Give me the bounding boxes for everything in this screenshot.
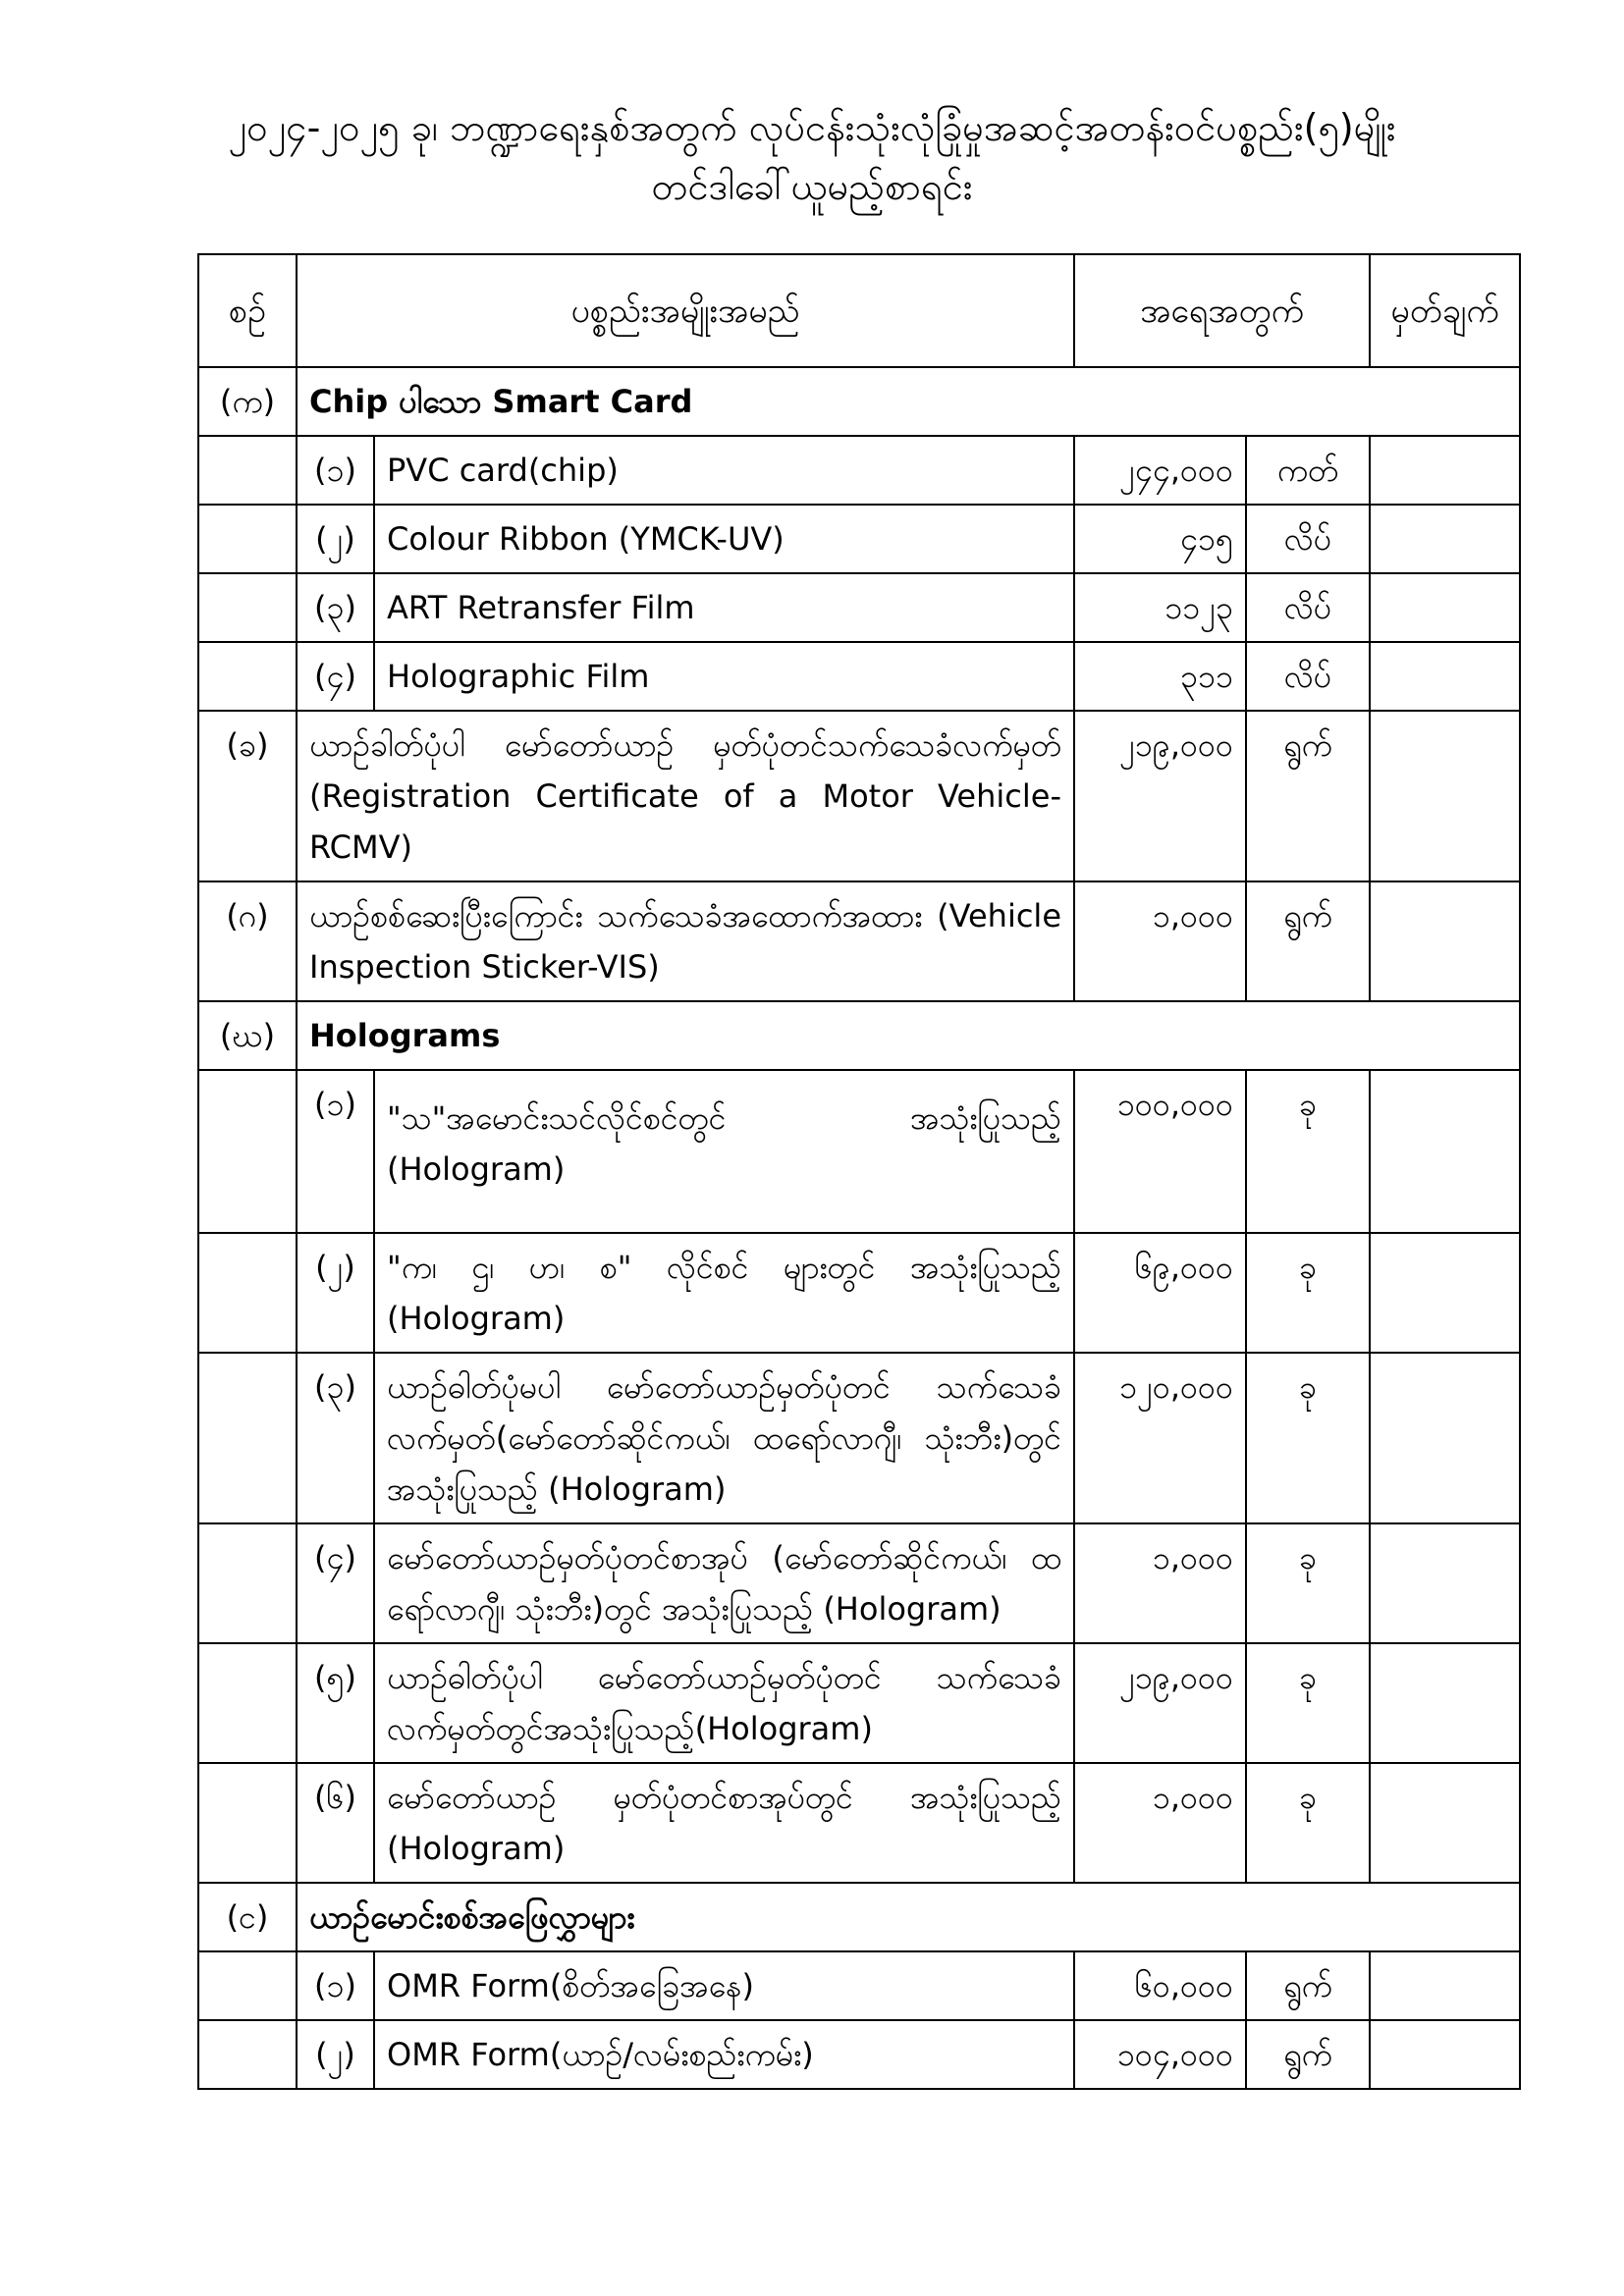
item-desc: မော်တော်ယာဉ် မှတ်ပုံတင်စာအုပ်တွင် အသုံးပြုသည့် (Hologram): [374, 1763, 1074, 1883]
item-qty: ၁၂၀,၀၀၀: [1074, 1353, 1246, 1523]
item-qty: ၁,၀၀၀: [1074, 1523, 1246, 1643]
table-row: [198, 505, 1520, 573]
item-remark: [1370, 1523, 1520, 1643]
sub-code: (၄): [297, 642, 374, 711]
section-row: [198, 1883, 1520, 1951]
title-line-2: တင်ဒါခေါ်ယူမည့်စာရင်း: [651, 165, 973, 208]
item-remark: [1370, 881, 1520, 1001]
section-code: (င): [198, 1883, 297, 1951]
item-remark: [1370, 1353, 1520, 1523]
item-desc: မော်တော်ယာဉ်မှတ်ပုံတင်စာအုပ် (မော်တော်ဆိုင်ကယ်၊ ထရော်လာဂျီ၊ သုံးဘီး)တွင် အသုံးပြုသည့် (Hologram): [374, 1523, 1074, 1643]
item-desc: OMR Form(ယာဉ်/လမ်းစည်းကမ်း): [374, 2020, 1074, 2089]
item-qty: ၂၄၄,၀၀၀: [1074, 436, 1246, 505]
sub-code: (၁): [297, 1070, 374, 1233]
sub-code: (၂): [297, 2020, 374, 2089]
item-qty: ၁,၀၀၀: [1074, 881, 1246, 1001]
item-qty: ၁၀၄,၀၀၀: [1074, 2020, 1246, 2089]
item-unit: ရွက်: [1246, 1951, 1370, 2020]
header-item: ပစ္စည်းအမျိုးအမည်: [297, 254, 1074, 367]
title-line-1: ၂၀၂၄-၂၀၂၅ ခု၊ ဘဏ္ဍာရေးနှစ်အတွက် လုပ်ငန်းသုံးလုံခြုံမှုအဆင့်အတန်းဝင်ပစ္စည်း(၅)မျိုး: [228, 106, 1396, 149]
table-row: [198, 1763, 1520, 1883]
item-desc-text: "သ"အမောင်းသင်လိုင်စင်တွင် အသုံးပြုသည့် (Hologram): [387, 1099, 1061, 1188]
document-title: [0, 98, 1624, 216]
item-qty: ၁,၀၀၀: [1074, 1763, 1246, 1883]
table-row: [198, 1233, 1520, 1353]
item-remark: [1370, 436, 1520, 505]
item-remark: [1370, 1951, 1520, 2020]
item-qty: ၁၀၀,၀၀၀: [1074, 1070, 1246, 1233]
item-remark: [1370, 1070, 1520, 1233]
header-no: စဉ်: [198, 254, 297, 367]
section-code: (ဃ): [198, 1001, 297, 1070]
sub-code: (၄): [297, 1523, 374, 1643]
table-row: [198, 1353, 1520, 1523]
item-desc: [374, 1070, 1074, 1233]
item-unit: ခု: [1246, 1233, 1370, 1353]
table-row: [198, 711, 1520, 881]
item-remark: [1370, 1233, 1520, 1353]
item-unit: ကတ်: [1246, 436, 1370, 505]
item-qty: ၆၀,၀၀၀: [1074, 1951, 1246, 2020]
item-qty: ၄၁၅: [1074, 505, 1246, 573]
section-code: (က): [198, 367, 297, 436]
table-row: [198, 2020, 1520, 2089]
section-name: Holograms: [297, 1001, 1520, 1070]
table-row: [198, 881, 1520, 1001]
item-remark: [1370, 711, 1520, 881]
item-unit: ခု: [1246, 1070, 1370, 1233]
item-unit: လိပ်: [1246, 505, 1370, 573]
item-desc: ယာဉ်ဓါတ်ပုံပါ မော်တော်ယာဉ်မှတ်ပုံတင် သက်သေခံလက်မှတ်တွင်အသုံးပြုသည့်(Hologram): [374, 1643, 1074, 1763]
item-unit: ခု: [1246, 1763, 1370, 1883]
section-code: (ခ): [198, 711, 297, 881]
tender-items-table: [197, 253, 1521, 2090]
sub-code: (၂): [297, 505, 374, 573]
item-desc: PVC card(chip): [374, 436, 1074, 505]
sub-code: (၃): [297, 1353, 374, 1523]
sub-code: (၃): [297, 573, 374, 642]
item-remark: [1370, 2020, 1520, 2089]
item-unit: ခု: [1246, 1523, 1370, 1643]
item-remark: [1370, 505, 1520, 573]
item-qty: ၆၉,၀၀၀: [1074, 1233, 1246, 1353]
table-row: [198, 436, 1520, 505]
item-desc: Colour Ribbon (YMCK-UV): [374, 505, 1074, 573]
section-row: [198, 1001, 1520, 1070]
sub-code: (၁): [297, 436, 374, 505]
item-qty: ၃၁၁: [1074, 642, 1246, 711]
section-name: Chip ပါသော Smart Card: [297, 367, 1520, 436]
table-row: [198, 642, 1520, 711]
section-name: ယာဉ်မောင်းစစ်အဖြေလွှာများ: [297, 1883, 1520, 1951]
item-desc: ယာဉ်စစ်ဆေးပြီးကြောင်း သက်သေခံအထောက်အထား (Vehicle Inspection Sticker-VIS): [297, 881, 1074, 1001]
item-desc: ယာဉ်ခါတ်ပုံပါ မော်တော်ယာဉ် မှတ်ပုံတင်သက်သေခံလက်မှတ် (Registration Certificate of a Motor Vehicle-RCMV): [297, 711, 1074, 881]
item-qty: ၁၁၂၃: [1074, 573, 1246, 642]
item-unit: ရွက်: [1246, 711, 1370, 881]
header-quantity: အရေအတွက်: [1074, 254, 1370, 367]
item-remark: [1370, 573, 1520, 642]
sub-code: (၂): [297, 1233, 374, 1353]
header-row: [198, 254, 1520, 367]
item-desc: OMR Form(စိတ်အခြေအနေ): [374, 1951, 1074, 2020]
sub-code: (၁): [297, 1951, 374, 2020]
table-row: [198, 573, 1520, 642]
item-remark: [1370, 642, 1520, 711]
section-row: [198, 367, 1520, 436]
item-qty: ၂၁၉,၀၀၀: [1074, 1643, 1246, 1763]
item-desc: Holographic Film: [374, 642, 1074, 711]
item-qty: ၂၁၉,၀၀၀: [1074, 711, 1246, 881]
item-desc: ယာဉ်ဓါတ်ပုံမပါ မော်တော်ယာဉ်မှတ်ပုံတင် သက်သေခံလက်မှတ်(မော်တော်ဆိုင်ကယ်၊ ထရော်လာဂျီ၊ သုံးဘီး)တွင် အသုံးပြုသည့် (Hologram): [374, 1353, 1074, 1523]
item-unit: ရွက်: [1246, 2020, 1370, 2089]
item-unit: ခု: [1246, 1643, 1370, 1763]
sub-code: (၅): [297, 1643, 374, 1763]
item-unit: ရွက်: [1246, 881, 1370, 1001]
table-row: [198, 1951, 1520, 2020]
item-desc: "က၊ ဌ၊ ဟ၊ စ" လိုင်စင် များတွင် အသုံးပြုသည့် (Hologram): [374, 1233, 1074, 1353]
table-row: [198, 1643, 1520, 1763]
table-row: [198, 1070, 1520, 1233]
item-remark: [1370, 1643, 1520, 1763]
item-unit: လိပ်: [1246, 642, 1370, 711]
sub-code: (၆): [297, 1763, 374, 1883]
item-remark: [1370, 1763, 1520, 1883]
item-desc: ART Retransfer Film: [374, 573, 1074, 642]
item-unit: ခု: [1246, 1353, 1370, 1523]
item-unit: လိပ်: [1246, 573, 1370, 642]
header-remark: မှတ်ချက်: [1370, 254, 1520, 367]
table-row: [198, 1523, 1520, 1643]
section-code: (ဂ): [198, 881, 297, 1001]
